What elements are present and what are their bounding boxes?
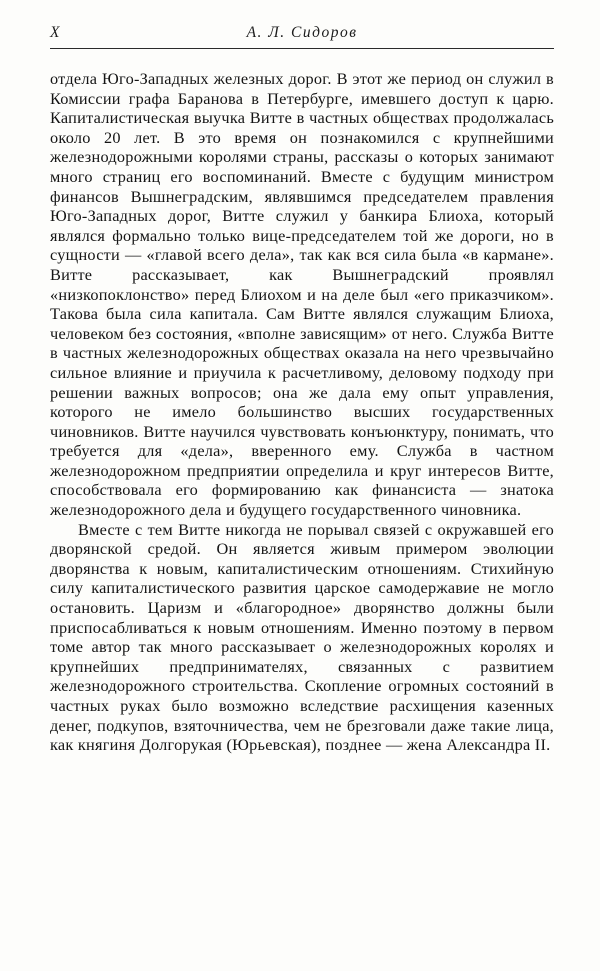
running-head: А. Л. Сидоров: [246, 24, 358, 41]
paragraph: отдела Юго-Западных железных дорог. В этот же период он служил в Комиссии графа Баранова в Петербурге, имевшего доступ к царю. Капиталистическая выучка Витте в частных обществах продолжалась около 20 лет. В это время он познакомился с крупнейшими железнодорожными королями страны, рассказы о которых занимают много страниц его воспоминаний. Вместе с будущим министром финансов Вышнеградским, являвшимся председателем правления Юго-Западных дорог, Витте служил у банкира Блиоха, который являлся формально только вице-председателем той же дороги, но в сущности — «главой всего дела», так как вся сила была «в кармане». Витте рассказывает, как Вышнеградский проявлял «низкопоклонство» перед Блиохом и на деле был «его приказчиком». Такова была сила капитала. Сам Витте являлся служащим Блиоха, человеком без состояния, «вполне зависящим» от него. Служба Витте в частных железнодорожных обществах оказала на него чрезвычайно сильное влияние и приучила к расчетливому, деловому подходу при решении важных вопросов; она же дала ему опыт управления, которого не имело большинство высших государственных чиновников. Витте научился чувствовать конъюнктуру, понимать, что требуется для «дела», вверенного ему. Служба в частном железнодорожном предприятии определила и круг интересов Витте, способствовала его формированию как финансиста — знатока железнодорожного дела и будущего государственного чиновника.: [50, 69, 554, 520]
page-body: [50, 69, 554, 755]
page-header: [50, 24, 554, 46]
header-divider: [50, 48, 554, 49]
paragraph: Вместе с тем Витте никогда не порывал связей с окружавшей его дворянской средой. Он является живым примером эволюции дворянства к новым, капиталистическим отношениям. Стихийную силу капиталистического развития царское самодержавие не могло остановить. Царизм и «благородное» дворянство должны были приспосабливаться к новым отношениям. Именно поэтому в первом томе автор так много рассказывает о железнодорожных королях и крупнейших предпринимателях, связанных с развитием железнодорожного строительства. Скопление огромных состояний в частных руках было возможно вследствие расхищения казенных денег, подкупов, взяточничества, чем не брезговали даже такие лица, как княгиня Долгорукая (Юрьевская), позднее — жена Александра II.: [50, 519, 554, 755]
page-number: X: [50, 24, 60, 41]
